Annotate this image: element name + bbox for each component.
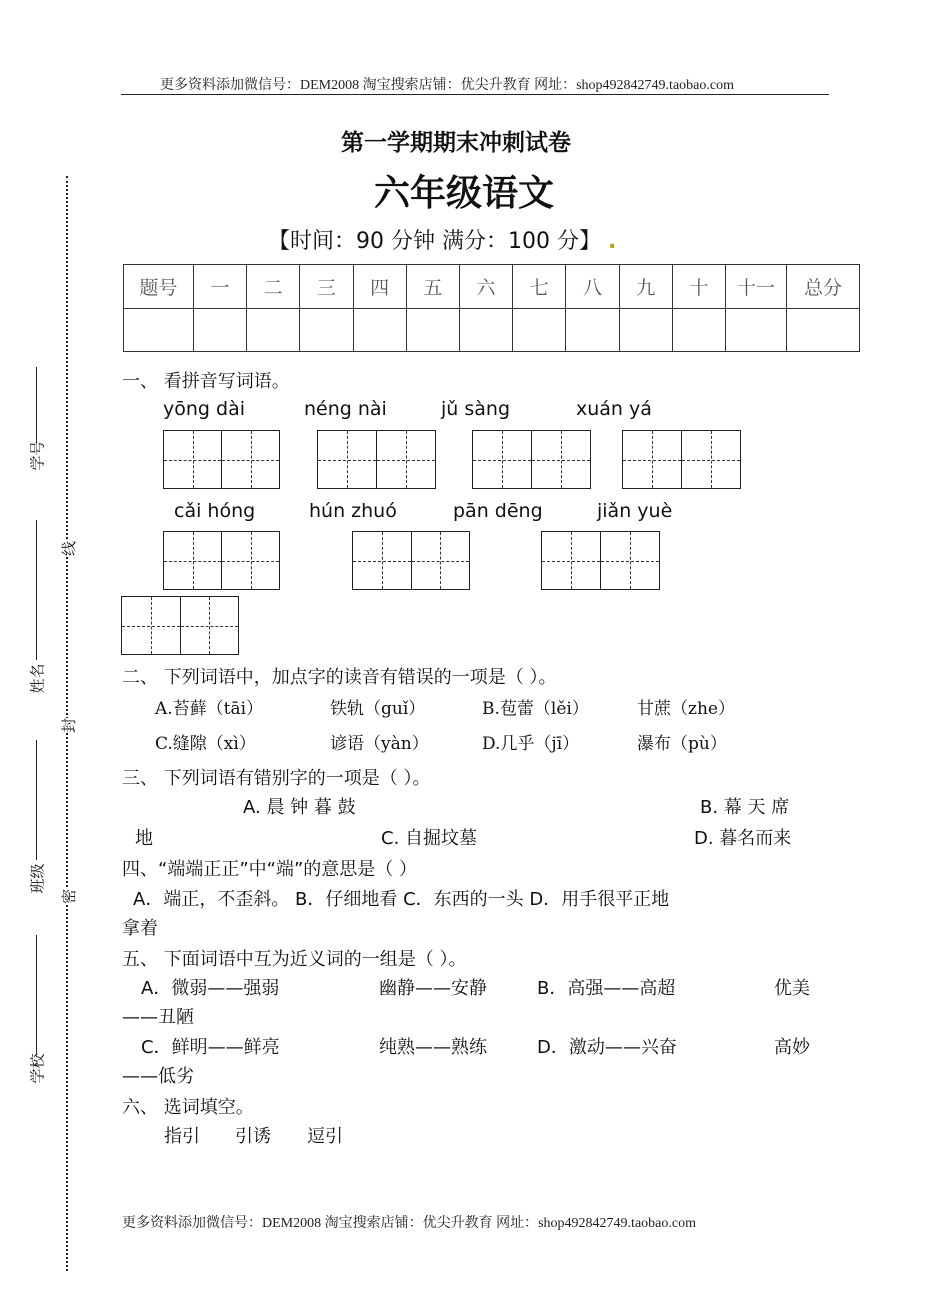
xian-label: 线 (60, 540, 79, 557)
score-input-cell[interactable] (300, 309, 353, 352)
q5-option: 幽静——安静 (379, 978, 487, 999)
writing-grid[interactable] (121, 596, 239, 655)
mi-label: 密 (60, 888, 79, 905)
score-input-cell[interactable] (619, 309, 672, 352)
q3-option-b-cont: 地 (135, 828, 153, 849)
writing-grid[interactable] (317, 430, 436, 489)
xuehao-line (36, 367, 37, 442)
score-input-cell[interactable] (566, 309, 619, 352)
q2-option: 铁轨（guǐ） (330, 699, 426, 719)
q5-option: 优美 (774, 978, 810, 999)
score-header-cell: 十 (672, 265, 725, 309)
writing-grid[interactable] (163, 430, 280, 489)
q2-option: 甘蔗（zhe） (637, 699, 735, 719)
q2-option: 谚语（yàn） (330, 734, 429, 754)
q6-title: 六、 选词填空。 (122, 1097, 254, 1118)
q3-option-a: A. 晨 钟 暮 鼓 (243, 797, 356, 818)
xuehao-label: 学号 (28, 440, 47, 471)
writing-grid[interactable] (622, 430, 741, 489)
writing-grid[interactable] (163, 531, 280, 590)
pinyin-label: néng nài (304, 398, 387, 420)
score-header-cell: 总分 (787, 265, 860, 309)
score-input-cell[interactable] (672, 309, 725, 352)
pinyin-label: hún zhuó (309, 500, 397, 522)
score-header-cell: 八 (566, 265, 619, 309)
q3-option-b: B. 幕 天 席 (700, 797, 790, 818)
feng-label: 封 (60, 717, 79, 734)
q2-title: 二、 下列词语中，加点字的读音有错误的一项是（ ）。 (122, 667, 557, 688)
score-header-cell: 七 (513, 265, 566, 309)
score-input-cell[interactable] (513, 309, 566, 352)
writing-grid[interactable] (352, 531, 470, 590)
score-input-cell[interactable] (247, 309, 300, 352)
footer-text: 更多资料添加微信号：DEM2008 淘宝搜索店铺：优尖升教育 网址：shop492842749.taobao.com (122, 1216, 696, 1231)
xingming-label: 姓名 (28, 663, 47, 694)
writing-grid[interactable] (472, 430, 591, 489)
q6-word: 引诱 (235, 1126, 271, 1147)
score-input-cell[interactable] (726, 309, 787, 352)
time-info: 【时间：90 分钟 满分：100 分】 . (268, 229, 617, 254)
pinyin-label: pān dēng (453, 500, 543, 522)
score-header-cell: 六 (459, 265, 512, 309)
score-header-cell: 五 (406, 265, 459, 309)
q5-option-cont: ——丑陋 (122, 1007, 194, 1028)
score-header-cell: 十一 (726, 265, 787, 309)
xuexiao-label: 学校 (28, 1053, 47, 1084)
q3-title: 三、 下列词语有错别字的一项是（ ）。 (122, 768, 431, 789)
pinyin-label: jiǎn yuè (597, 500, 673, 522)
score-input-cell[interactable] (193, 309, 246, 352)
score-input-cell[interactable] (406, 309, 459, 352)
q5-title: 五、 下面词语中互为近义词的一组是（ ）。 (122, 949, 467, 970)
q4-title: 四、“端端正正”中“端”的意思是（ ） (122, 859, 418, 880)
q5-option-cont: ——低劣 (122, 1066, 194, 1087)
pinyin-label: cǎi hóng (174, 500, 256, 522)
pinyin-label: yōng dài (163, 398, 245, 420)
score-input-row (124, 309, 860, 352)
score-header-cell: 三 (300, 265, 353, 309)
q1-title: 一、 看拼音写词语。 (122, 371, 290, 392)
q5-option: A．微弱——强弱 (141, 978, 280, 999)
exam-subtitle: 六年级语文 (374, 173, 555, 214)
header-text: 更多资料添加微信号：DEM2008 淘宝搜索店铺：优尖升教育 网址：shop492842749.taobao.com (160, 78, 734, 93)
header-rule (121, 94, 829, 95)
q3-option-c: C. 自掘坟墓 (381, 828, 478, 849)
score-table (123, 264, 860, 352)
xuexiao-line (36, 935, 37, 1055)
q6-word: 逗引 (307, 1126, 343, 1147)
score-input-cell[interactable] (353, 309, 406, 352)
q5-option: D．激动——兴奋 (537, 1037, 677, 1058)
score-header-cell: 四 (353, 265, 406, 309)
score-header-cell: 题号 (124, 265, 194, 309)
q6-word: 指引 (164, 1126, 200, 1147)
banji-line (36, 740, 37, 860)
score-input-cell[interactable] (787, 309, 860, 352)
q2-option: 瀑布（pù） (637, 734, 727, 754)
q5-option: B．高强——高超 (537, 978, 676, 999)
banji-label: 班级 (28, 863, 47, 894)
q2-option: A.苔藓（tāi） (155, 699, 264, 719)
q4-options: A．端正，不歪斜。 B．仔细地看 C．东西的一头 D．用手很平正地 (133, 889, 670, 910)
q2-option: B.苞蕾（lěi） (482, 699, 589, 719)
q5-option: 高妙 (774, 1037, 810, 1058)
q5-option: 纯熟——熟练 (379, 1037, 487, 1058)
score-header-cell: 二 (247, 265, 300, 309)
exam-title: 第一学期期末冲刺试卷 (341, 130, 571, 156)
q2-option: C.缝隙（xì） (155, 734, 256, 754)
q4-options-cont: 拿着 (122, 918, 158, 939)
q2-option: D.几乎（jī） (482, 734, 580, 754)
score-input-cell[interactable] (459, 309, 512, 352)
score-input-cell[interactable] (124, 309, 194, 352)
writing-grid[interactable] (541, 531, 660, 590)
pinyin-label: jǔ sàng (441, 398, 511, 420)
score-header-row (124, 265, 860, 309)
score-header-cell: 九 (619, 265, 672, 309)
xingming-line (36, 520, 37, 660)
decor-dot: . (607, 229, 617, 254)
q5-option: C．鲜明——鲜亮 (141, 1037, 280, 1058)
pinyin-label: xuán yá (576, 398, 652, 420)
score-header-cell: 一 (193, 265, 246, 309)
q3-option-d: D. 暮名而来 (694, 828, 792, 849)
